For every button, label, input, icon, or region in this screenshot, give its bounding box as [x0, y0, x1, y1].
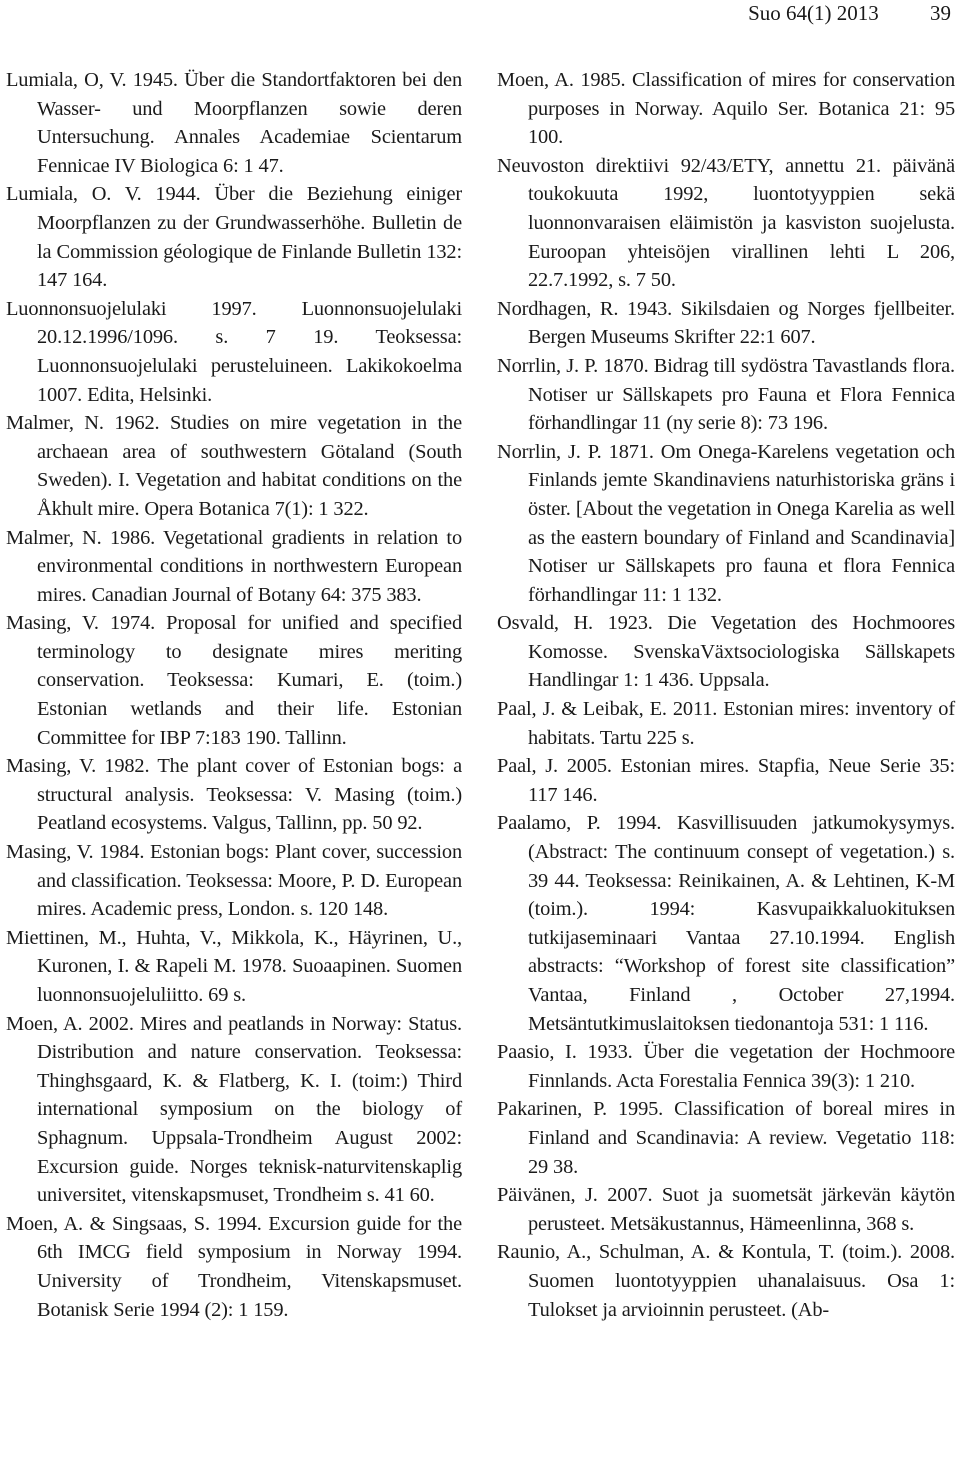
reference-entry: Paalamo, P. 1994. Kasvillisuuden jatkumokysymys. (Abstract: The continuum consept of vegetation.) s. 39 44. Teoksessa: Reinikainen, A. & Lehtinen, K-M (toim.). 1994: Kasvupaikkaluokituksen tutkijaseminaari Vantaa 27.10.1994. English abstracts: “Workshop of forest site classification” Vantaa, Finland , October 27,1994. Metsäntutkimuslaitoksen tiedonantoja 531: 1 116. [497, 812, 955, 1035]
reference-entry: Malmer, N. 1986. Vegetational gradients in relation to environmental conditions in northwestern European mires. Canadian Journal of Botany 64: 375 383. [6, 526, 462, 606]
page-number: 39 [930, 1, 951, 25]
reference-entry: Lumiala, O, V. 1945. Über die Standortfaktoren bei den Wasser- und Moorpflanzen sowie deren Untersuchung. Annales Academiae Scientarum Fennicae IV Biologica 6: 1 47. [6, 69, 462, 177]
reference-entry: Moen, A. 2002. Mires and peatlands in Norway: Status. Distribution and nature conservation. Teoksessa: Thinghsgaard, K. & Flatberg, K. I. (toim:) Third international symposium on the biology of Sphagnum. Uppsala-Trondheim August 2002: Excursion guide. Norges teknisk-naturvitenskaplig universitet, vitenskapsmuset, Trondheim s. 41 60. [6, 1012, 462, 1207]
left-reference-column [6, 66, 462, 1324]
reference-entry: Paal, J. & Leibak, E. 2011. Estonian mires: inventory of habitats. Tartu 225 s. [497, 698, 955, 749]
reference-entry: Malmer, N. 1962. Studies on mire vegetation in the archaean area of southwestern Götaland (South Sweden). I. Vegetation and habitat conditions on the Åkhult mire. Opera Botanica 7(1): 1 322. [6, 412, 462, 520]
reference-entry: Moen, A. & Singsaas, S. 1994. Excursion guide for the 6th IMCG field symposium in Norway 1994. University of Trondheim, Vitenskapsmuset. Botanisk Serie 1994 (2): 1 159. [6, 1212, 462, 1321]
reference-entry: Nordhagen, R. 1943. Sikilsdaien og Norges fjellbeiter. Bergen Museums Skrifter 22:1 607. [497, 297, 955, 349]
journal-issue: Suo 64(1) 2013 [748, 1, 879, 25]
reference-entry: Masing, V. 1982. The plant cover of Estonian bogs: a structural analysis. Teoksessa: V. Masing (toim.) Peatland ecosystems. Valgus, Tallinn, pp. 50 92. [6, 755, 462, 835]
right-reference-column [497, 66, 955, 1324]
reference-entry: Pakarinen, P. 1995. Classification of boreal mires in Finland and Scandinavia: A review. Vegetatio 118: 29 38. [497, 1098, 955, 1178]
reference-entry: Masing, V. 1974. Proposal for unified and specified terminology to designate mires meriting conservation. Teoksessa: Kumari, E. (toim.) Estonian wetlands and their life. Estonian Committee for IBP 7:183 190. Tallinn. [6, 612, 462, 749]
reference-entry: Paal, J. 2005. Estonian mires. Stapfia, Neue Serie 35: 117 146. [497, 755, 955, 806]
reference-entry: Norrlin, J. P. 1871. Om Onega-Karelens vegetation och Finlands jemte Skandinaviens naturhistoriska gräns i öster. [About the vegetation in Onega Karelia as well as the eastern boundary of Finland and Scandinavia] Notiser ur Sällskapets pro fauna et flora Fennica förhandlingar 11: 1 132. [497, 440, 955, 606]
reference-entry: Miettinen, M., Huhta, V., Mikkola, K., Häyrinen, U., Kuronen, I. & Rapeli M. 1978. Suoaapinen. Suomen luonnonsuojeluliitto. 69 s. [6, 926, 462, 1006]
reference-entry: Raunio, A., Schulman, A. & Kontula, T. (toim.). 2008. Suomen luontotyyppien uhanalaisuus. Osa 1: Tulokset ja arvioinnin perusteet. (Ab- [497, 1241, 955, 1321]
reference-entry: Masing, V. 1984. Estonian bogs: Plant cover, succession and classification. Teoksessa: Moore, P. D. European mires. Academic press, London. s. 120 148. [6, 841, 462, 921]
reference-entry: Osvald, H. 1923. Die Vegetation des Hochmoores Komosse. SvenskaVäxtsociologiska Sällskapets Handlingar 1: 1 436. Uppsala. [497, 612, 955, 692]
page-header [748, 0, 951, 26]
reference-entry: Norrlin, J. P. 1870. Bidrag till sydöstra Tavastlands flora. Notiser ur Sällskapets pro Fauna et Flora Fennica förhandlingar 11 (ny serie 8): 73 196. [497, 354, 955, 435]
reference-entry: Paasio, I. 1933. Über die vegetation der Hochmoore Finnlands. Acta Forestalia Fennica 39(3): 1 210. [497, 1041, 955, 1092]
reference-entry: Moen, A. 1985. Classification of mires for conservation purposes in Norway. Aquilo Ser. Botanica 21: 95 100. [497, 69, 955, 149]
reference-entry: Neuvoston direktiivi 92/43/ETY, annettu 21. päivänä toukokuuta 1992, luontotyyppien sekä luonnonvaraisen eläimistön ja kasviston suojelusta. Euroopan yhteisöjen virallinen lehti L 206, 22.7.1992, s. 7 50. [497, 154, 955, 292]
reference-entry: Luonnonsuojelulaki 1997. Luonnonsuojelulaki 20.12.1996/1096. s. 7 19. Teoksessa: Luonnonsuojelulaki perusteluineen. Lakikokoelma 1007. Edita, Helsinki. [6, 297, 462, 406]
reference-entry: Päivänen, J. 2007. Suot ja suometsät järkevän käytön perusteet. Metsäkustannus, Hämeenlinna, 368 s. [497, 1184, 955, 1235]
reference-entry: Lumiala, O. V. 1944. Über die Beziehung einiger Moorpflanzen zu der Grundwasserhöhe. Bulletin de la Commission géologique de Finlande Bulletin 132: 147 164. [6, 183, 462, 292]
